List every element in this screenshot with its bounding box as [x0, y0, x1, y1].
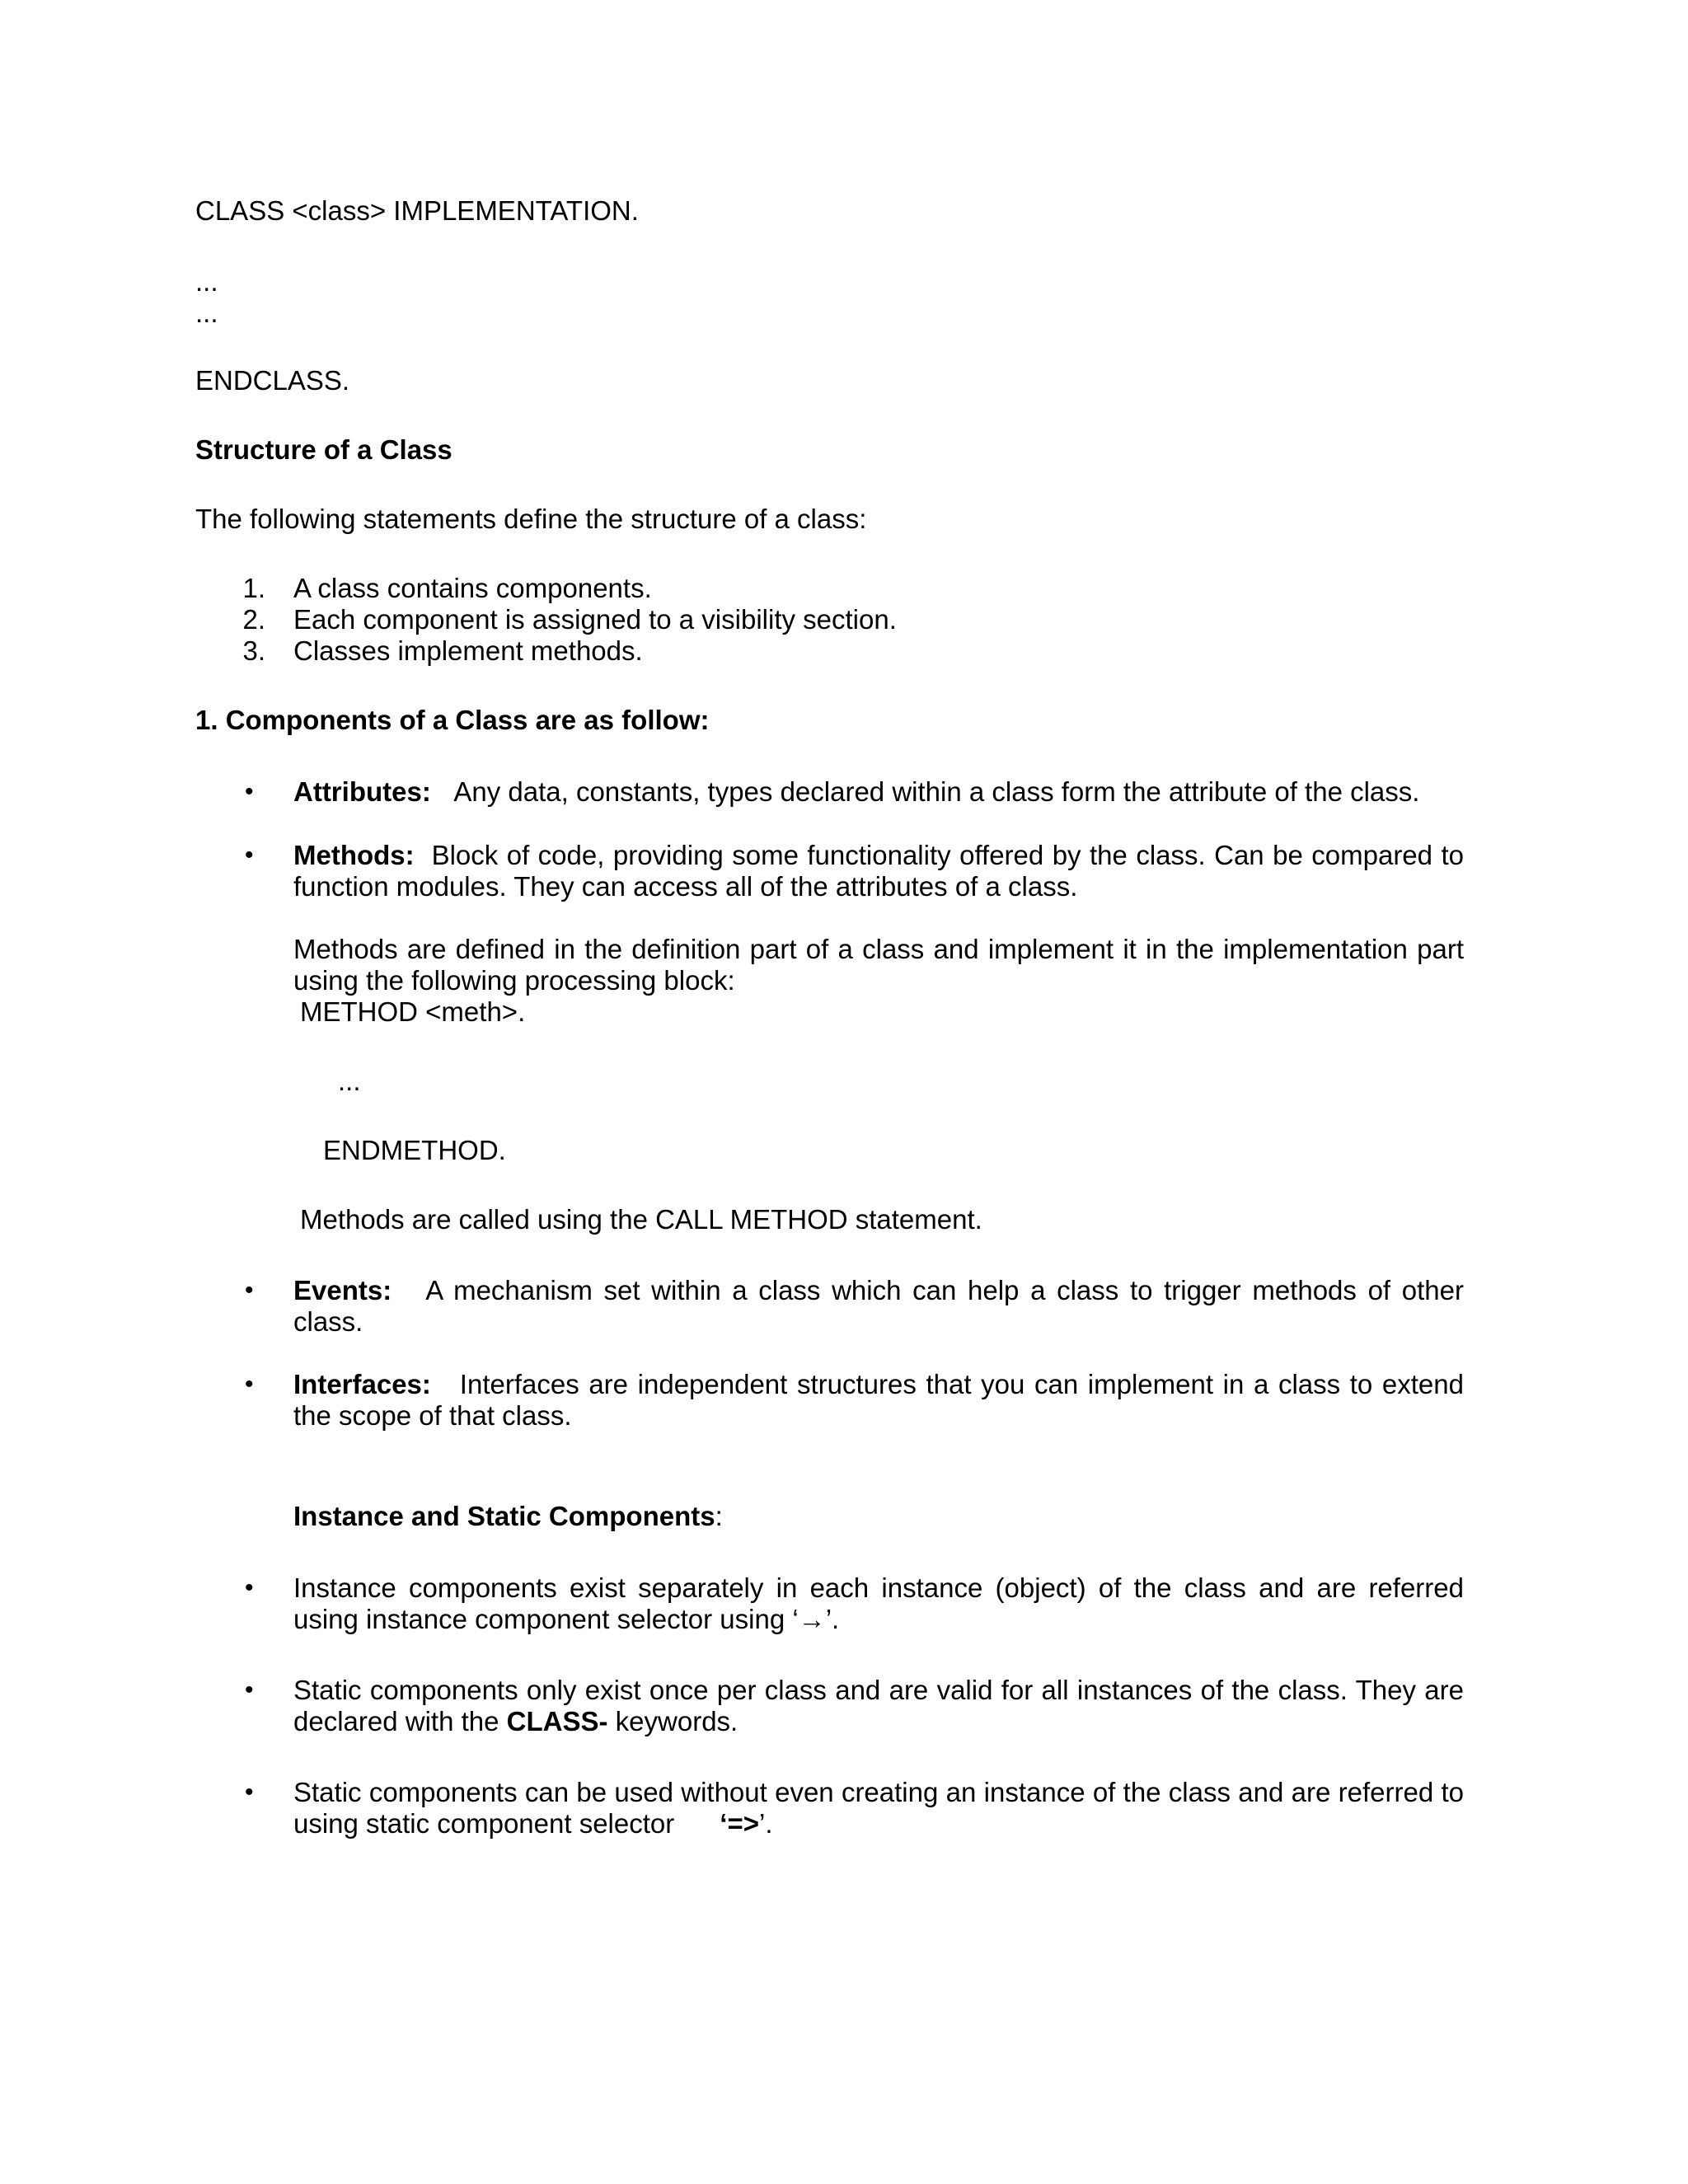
call-method-line: Methods are called using the CALL METHOD statement.	[300, 1204, 982, 1235]
events-text: A mechanism set within a class which can help a class to trigger methods of other class.	[293, 1275, 1464, 1337]
bullet-icon: •	[245, 1371, 254, 1398]
interfaces-text: Interfaces are independent structures that you can implement in a class to extend the scope of that class.	[293, 1369, 1464, 1431]
static-components-text: Static components only exist once per class and are valid for all instances of the class. They are declared with the	[293, 1675, 1464, 1736]
bullet-icon: •	[245, 841, 254, 869]
methods-definition-paragraph: Methods are defined in the definition part of a class and implement it in the implementation part using the following processing block:	[293, 934, 1464, 996]
static-selector-item	[293, 1777, 1464, 1840]
list-item: Classes implement methods.	[293, 635, 643, 666]
attributes-text: Any data, constants, types declared within a class form the attribute of the class.	[453, 776, 1420, 807]
list-item-number: 3.	[242, 635, 265, 666]
list-item-number: 1.	[242, 573, 265, 603]
bullet-icon: •	[245, 1676, 254, 1704]
list-item: A class contains components.	[293, 573, 652, 603]
static-selector-symbol: =>	[727, 1808, 759, 1839]
method-ellipsis: ...	[338, 1066, 361, 1096]
events-label: Events:	[293, 1275, 392, 1305]
arrow-icon: →	[798, 1604, 826, 1634]
bullet-icon: •	[245, 1574, 254, 1601]
quote-close: ’.	[758, 1808, 773, 1839]
attributes-item	[293, 776, 1419, 808]
instance-static-heading-text: Instance and Static Components	[293, 1501, 715, 1531]
static-components-item	[293, 1675, 1464, 1737]
methods-text: Block of code, providing some functionality offered by the class. Can be compared to function modules. They can access all of the attributes of a class.	[293, 840, 1464, 902]
instance-components-item	[293, 1572, 1464, 1635]
static-components-suffix: keywords.	[607, 1706, 738, 1736]
instance-components-suffix: ’.	[825, 1604, 840, 1634]
heading-colon: :	[715, 1501, 723, 1531]
bullet-icon: •	[245, 1277, 254, 1304]
methods-label: Methods:	[293, 840, 415, 870]
class-keyword: CLASS-	[506, 1706, 608, 1736]
interfaces-item	[293, 1369, 1464, 1432]
code-ellipsis: ...	[195, 298, 218, 328]
endmethod-line: ENDMETHOD.	[323, 1135, 506, 1165]
attributes-label: Attributes:	[293, 776, 431, 807]
structure-heading: Structure of a Class	[195, 434, 452, 465]
class-implementation-line: CLASS <class> IMPLEMENTATION.	[195, 195, 639, 226]
instance-static-heading	[293, 1501, 723, 1532]
methods-item	[293, 840, 1464, 902]
bullet-icon: •	[245, 1779, 254, 1806]
static-selector-text: Static components can be used without even creating an instance of the class and are referred to using static component selector	[293, 1777, 1464, 1839]
interfaces-label: Interfaces:	[293, 1369, 431, 1399]
endclass-line: ENDCLASS.	[195, 365, 350, 396]
list-item: Each component is assigned to a visibility section.	[293, 604, 897, 635]
quote-open: ‘	[720, 1808, 728, 1839]
method-line: METHOD <meth>.	[300, 996, 526, 1027]
code-ellipsis: ...	[195, 266, 218, 297]
events-item	[293, 1275, 1464, 1338]
structure-intro: The following statements define the structure of a class:	[195, 504, 867, 534]
bullet-icon: •	[245, 778, 254, 805]
list-item-number: 2.	[242, 604, 265, 635]
components-heading: 1. Components of a Class are as follow:	[195, 705, 710, 735]
instance-components-text: Instance components exist separately in each instance (object) of the class and are referred using instance component selector using ‘	[293, 1572, 1464, 1634]
